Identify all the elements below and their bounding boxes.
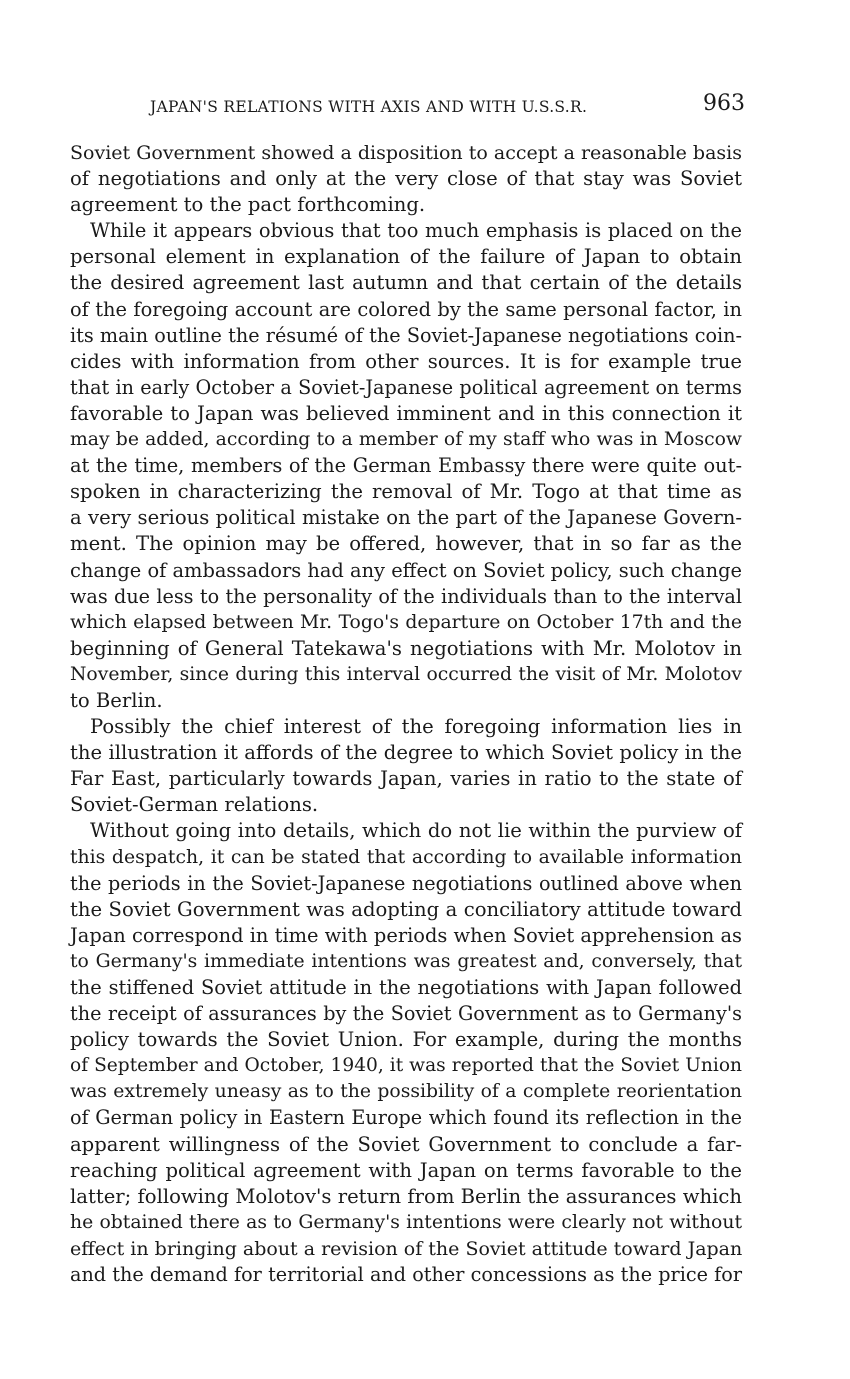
- page-number: 963: [703, 91, 745, 116]
- text-line: Soviet Government showed a disposition to accept a reasonable basis: [70, 142, 742, 164]
- text-line: this despatch, it can be stated that according to available information: [70, 846, 742, 868]
- text-line: was extremely uneasy as to the possibility of a complete reorientation: [70, 1081, 742, 1103]
- text-line: and the demand for territorial and other concessions as the price for: [70, 1263, 742, 1287]
- text-line: at the time, members of the German Embassy there were quite out-: [70, 454, 742, 478]
- text-line: agreement to the pact forthcoming.: [70, 193, 426, 217]
- text-line: Possibly the chief interest of the foregoing information lies in: [90, 715, 742, 739]
- running-title: JAPAN'S RELATIONS WITH AXIS AND WITH U.S.S.R.: [150, 98, 588, 116]
- body-text: [70, 140, 742, 1288]
- text-line: Far East, particularly towards Japan, varies in ratio to the state of: [70, 767, 742, 791]
- text-line: favorable to Japan was believed imminent and in this connection it: [70, 401, 742, 425]
- text-line: which elapsed between Mr. Togo's departure on October 17th and the: [70, 611, 742, 633]
- text-line: of the foregoing account are colored by the same personal factor, in: [70, 297, 742, 321]
- text-line: beginning of General Tatekawa's negotiations with Mr. Molotov in: [70, 636, 742, 660]
- text-line: to Berlin.: [70, 688, 163, 712]
- text-line: the stiffened Soviet attitude in the negotiations with Japan followed: [70, 976, 742, 999]
- text-line: to Germany's immediate intentions was greatest and, conversely, that: [70, 950, 742, 972]
- text-line: of September and October, 1940, it was reported that the Soviet Union: [70, 1055, 742, 1077]
- text-line: of German policy in Eastern Europe which found its reflection in the: [70, 1106, 742, 1130]
- text-line: the periods in the Soviet-Japanese negotiations outlined above when: [70, 871, 742, 895]
- text-line: the Soviet Government was adopting a conciliatory attitude toward: [70, 897, 742, 921]
- text-line: a very serious political mistake on the part of the Japanese Govern-: [70, 506, 742, 530]
- running-head: [150, 91, 745, 125]
- text-line: reaching political agreement with Japan on terms favorable to the: [70, 1158, 742, 1182]
- text-line: Japan correspond in time with periods when Soviet apprehension as: [70, 923, 742, 947]
- text-line: effect in bringing about a revision of the Soviet attitude toward Japan: [70, 1237, 743, 1260]
- text-line: cides with information from other sources. It is for example true: [70, 349, 742, 373]
- text-line: November, since during this interval occurred the visit of Mr. Molotov: [70, 663, 742, 685]
- text-line: policy towards the Soviet Union. For example, during the months: [70, 1028, 742, 1052]
- text-line: the illustration it affords of the degree to which Soviet policy in the: [70, 741, 742, 765]
- text-line: latter; following Molotov's return from Berlin the assurances which: [70, 1184, 742, 1208]
- text-line: personal element in explanation of the failure of Japan to obtain: [70, 245, 742, 269]
- text-line: its main outline the résumé of the Soviet-Japanese negotiations coin-: [70, 323, 742, 347]
- text-line: Without going into details, which do not lie within the purview of: [90, 819, 742, 843]
- text-line: was due less to the personality of the individuals than to the interval: [70, 584, 742, 608]
- text-line: apparent willingness of the Soviet Government to conclude a far-: [70, 1132, 742, 1156]
- text-line: the desired agreement last autumn and that certain of the details: [70, 271, 742, 295]
- text-line: may be added, according to a member of my staff who was in Moscow: [70, 429, 742, 451]
- text-line: that in early October a Soviet-Japanese political agreement on terms: [70, 375, 742, 399]
- text-line: Soviet-German relations.: [70, 793, 319, 817]
- text-line: ment. The opinion may be offered, however, that in so far as the: [70, 532, 742, 556]
- text-line: he obtained there as to Germany's intentions were clearly not without: [70, 1211, 742, 1233]
- text-line: of negotiations and only at the very close of that stay was Soviet: [70, 167, 742, 191]
- text-line: the receipt of assurances by the Soviet Government as to Germany's: [70, 1002, 742, 1026]
- text-line: spoken in characterizing the removal of Mr. Togo at that time as: [70, 480, 742, 504]
- text-line: change of ambassadors had any effect on Soviet policy, such change: [70, 558, 742, 582]
- text-line: While it appears obvious that too much emphasis is placed on the: [90, 219, 742, 243]
